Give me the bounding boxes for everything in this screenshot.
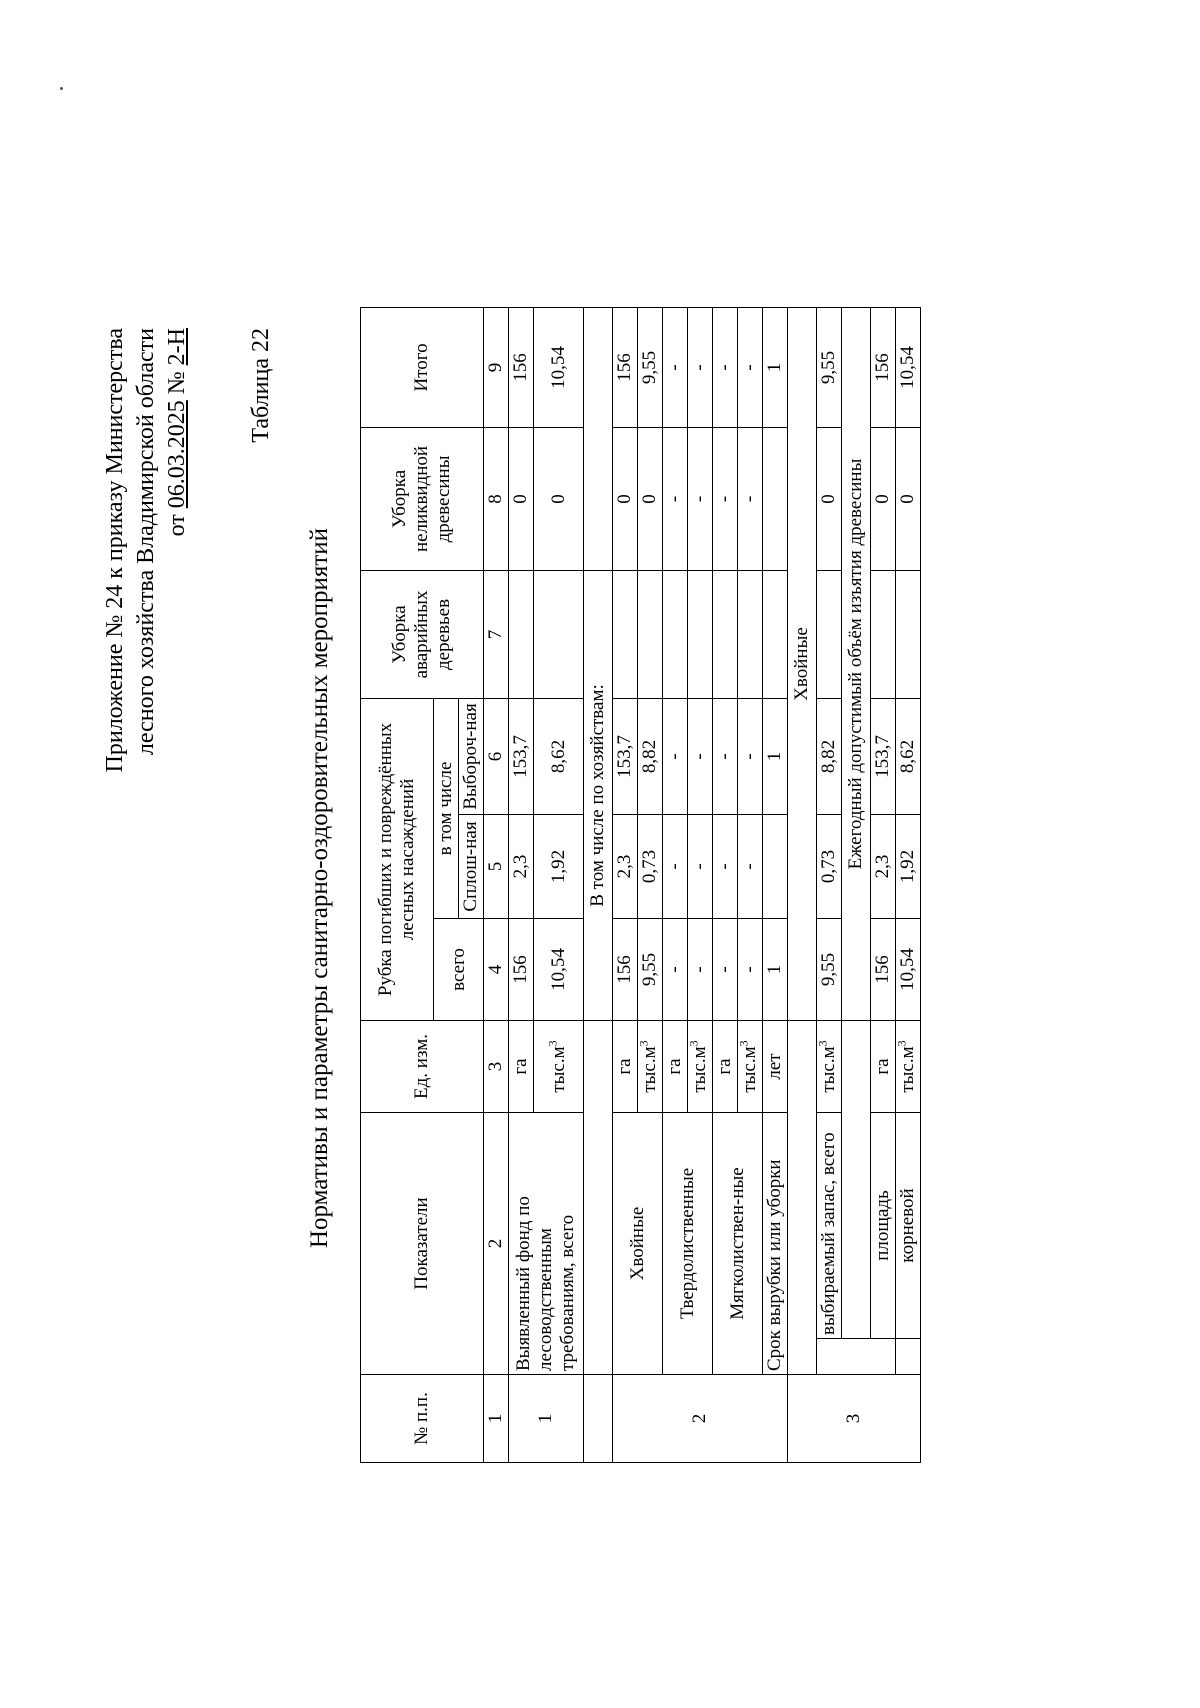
section-heading: В том числе по хозяйствам: xyxy=(584,570,613,1020)
row-label: Мягколиствен-ные xyxy=(713,1113,763,1375)
header-date-line: от 06.03.2025 № 2-Н xyxy=(164,328,190,537)
col-emergency-header: Уборка аварийных деревьев xyxy=(361,570,484,698)
section-heading-row xyxy=(584,307,613,1462)
table-row: $тыс.м^3$ 9,55 0,73 8,82 0 9,55 xyxy=(638,307,663,1462)
col-total-header: Итого xyxy=(361,307,484,427)
table-row: корневой $тыс.м^3$ 10,54 1,92 8,62 0 10,54 xyxy=(896,307,921,1462)
table-row: Твердолиственные га - - - - - xyxy=(663,307,688,1462)
table-row: Срок вырубки или уборки лет 1 1 1 xyxy=(763,307,788,1462)
row-label: выбираемый запас, всего xyxy=(817,1113,842,1339)
order-number: 2-Н xyxy=(164,328,190,366)
scan-speck xyxy=(60,87,63,90)
row-label: Срок вырубки или уборки xyxy=(763,1113,788,1375)
col-indicators-header: Показатели xyxy=(361,1113,484,1375)
section-heading-row xyxy=(788,307,817,1462)
col-selective-header: Выбороч-ная xyxy=(459,698,484,814)
table-row: 2 Хвойные га 156 2,3 153,7 0 156 xyxy=(613,307,638,1462)
col-all-header: всего xyxy=(434,919,484,1021)
norms-table xyxy=(360,307,921,1463)
table-row: $тыс.м^3$ - - - - - xyxy=(688,307,713,1462)
table-row: $тыс.м^3$ 10,54 1,92 8,62 0 10,54 xyxy=(534,307,584,1462)
table-row: выбираемый запас, всего $тыс.м^3$ 9,55 0,73 8,82 0 9,55 xyxy=(817,307,842,1462)
table-row: $тыс.м^3$ - - - - - xyxy=(738,307,763,1462)
section-heading: Хвойные xyxy=(788,307,817,1020)
section-heading: Ежегодный допустимый объём изъятия древесины xyxy=(842,307,871,1020)
col-including-header: в том числе xyxy=(434,698,459,918)
table-label: Таблица 22 xyxy=(248,328,274,443)
appendix-header xyxy=(100,328,193,1268)
row-num: 2 xyxy=(613,1375,788,1463)
table-row: Мягколиствен-ные га - - - - - xyxy=(713,307,738,1462)
col-unit-header: Ед. изм. xyxy=(361,1021,484,1113)
row-num: 1 xyxy=(509,1375,584,1463)
table-row: площадь га 156 2,3 153,7 0 156 xyxy=(871,307,896,1462)
row-label: корневой xyxy=(896,1113,921,1339)
header-row-1 xyxy=(361,307,434,1462)
col-clear-header: Сплош-ная xyxy=(459,815,484,919)
document-title: Нормативы и параметры санитарно-оздоровительных мероприятий xyxy=(306,527,333,1249)
col-num-header: № п.п. xyxy=(361,1375,484,1463)
column-numbers-row: 1 2 3 4 5 6 7 8 9 xyxy=(484,307,509,1462)
col-illiquid-header: Уборка неликвидной древесины xyxy=(361,427,484,570)
row-label: площадь xyxy=(871,1113,896,1339)
unit-cell: га xyxy=(509,1021,534,1113)
row-label: Выявленный фонд по лесоводственным требованиям, всего xyxy=(509,1113,584,1375)
section-heading-row xyxy=(842,307,871,1462)
table-row: 1 Выявленный фонд по лесоводственным требованиям, всего га 156 2,3 153,7 0 156 xyxy=(509,307,534,1462)
row-label: Твердолиственные xyxy=(663,1113,713,1375)
unit-cell: $тыс.м^3$ xyxy=(534,1021,584,1113)
row-label: Хвойные xyxy=(613,1113,663,1375)
order-date: 06.03.2025 xyxy=(164,400,190,509)
row-num: 3 xyxy=(788,1375,921,1463)
header-line-1: Приложение № 24 к приказу Министерства xyxy=(102,328,128,773)
header-line-2: лесного хозяйства Владимирской области xyxy=(133,328,159,756)
col-felling-header: Рубка погибших и повреждённых лесных насаждений xyxy=(361,698,434,1020)
